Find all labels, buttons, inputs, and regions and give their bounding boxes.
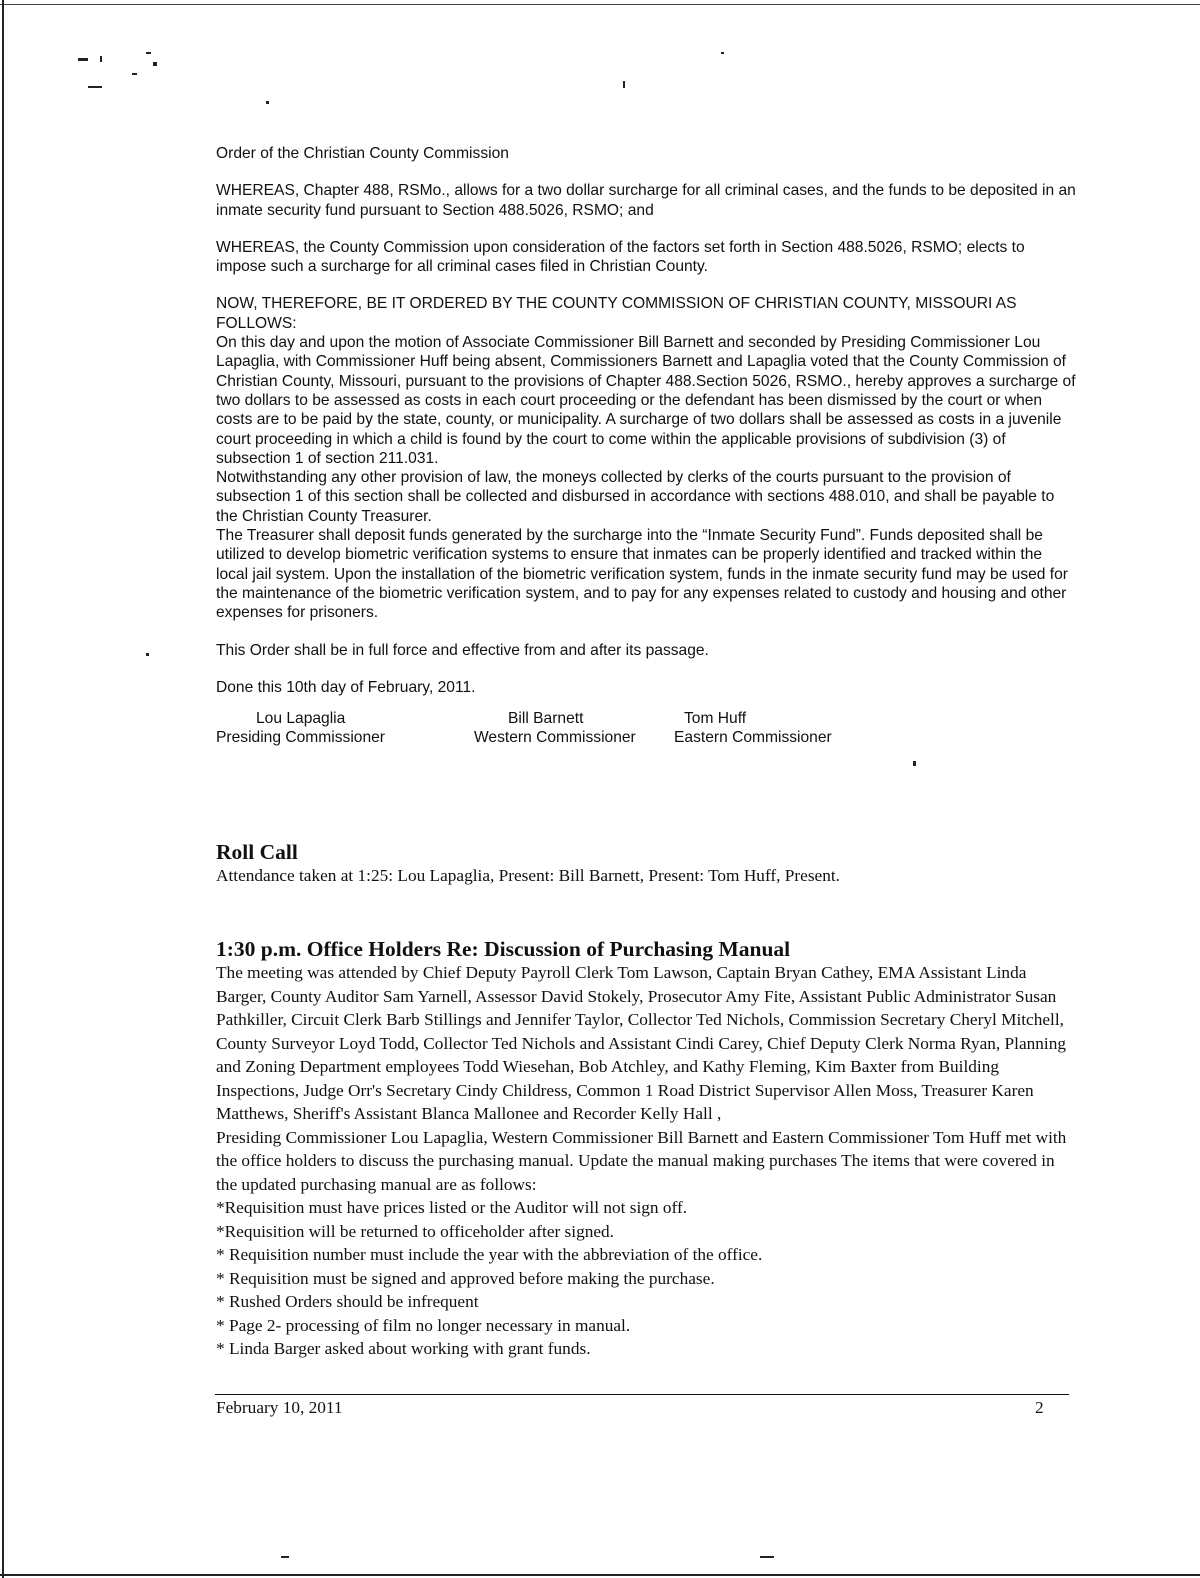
scan-speck [146,52,151,54]
signature-barnett [474,709,674,748]
scan-speck [88,86,102,88]
list-item: * Linda Barger asked about working with grant funds. [216,1339,591,1358]
list-item: * Rushed Orders should be infrequent [216,1292,479,1311]
scan-edge-bottom [0,1574,1200,1576]
signature-huff [674,709,894,748]
scan-speck [281,1556,289,1558]
signatory-name: Bill Barnett [508,710,584,728]
signatory-name: Tom Huff [684,710,747,728]
roll-call-text: Attendance taken at 1:25: Lou Lapaglia, Present: Bill Barnett, Present: Tom Huff, Present. [216,866,840,885]
signature-block [216,709,1076,748]
scan-edge-left [2,0,4,1578]
signatory-title: Western Commissioner [474,729,636,747]
footer-date: February 10, 2011 [216,1398,343,1417]
done-paragraph: Done this 10th day of February, 2011. [216,678,476,696]
whereas-paragraph-2: WHEREAS, the County Commission upon consideration of the factors set forth in Section 488.5026, RSMO; elects to impose such a surcharge for all criminal cases filed in Christian County. [216,238,1025,276]
signature-lapaglia [216,709,474,748]
scan-speck [760,1556,774,1558]
now-therefore-paragraph: NOW, THEREFORE, BE IT ORDERED BY THE COUNTY COMMISSION OF CHRISTIAN COUNTY, MISSOURI AS FOLLOWS: [216,295,1017,332]
scan-speck [623,81,625,88]
scan-speck [100,56,102,62]
manual-items-list [216,1196,1076,1361]
scan-speck [266,101,269,104]
scan-edge-top [0,4,1200,5]
list-item: *Requisition will be returned to officeholder after signed. [216,1221,615,1241]
page-number: 2 [1035,1398,1044,1417]
motion-paragraph: On this day and upon the motion of Associate Commissioner Bill Barnett and seconded by Presiding Commissioner Lou Lapaglia, with Commissioner Huff being absent, Commissioners Barnett and Lapaglia voted that the County Commission of Christian County, Missouri, pursuant to the provisions of Chapter 488.Section 5026, RSMO., hereby approves a surcharge of two dollars to be assessed as costs in each court proceeding or the defendant has been dismissed by the court or when costs are to be paid by the state, county, or municipality. A surcharge of two dollars shall be assessed as costs in a juvenile court proceeding in which a child is found by the court to come within the applicable provisions of subdivision (3) of subsection 1 of section 211.031. [216,334,1076,467]
scan-speck [721,52,724,54]
attendees-paragraph: The meeting was attended by Chief Deputy Payroll Clerk Tom Lawson, Captain Bryan Cathey, EMA Assistant Linda Barger, County Auditor Sam Yarnell, Assessor David Stokely, Prosecutor Amy Fite, Assistant Public Administrator Susan Pathkiller, Circuit Clerk Barb Stillings and Jennifer Taylor, Collector Ted Nichols, Commission Secretary Cheryl Mitchell, County Surveyor Loyd Todd, Collector Ted Nichols and Assistant Cindi Carey, Chief Deputy Clerk Norma Ryan, Planning and Zoning Department employees Todd Wiesehan, Bob Atchley, and Kathy Fleming, Kim Baxter from Building Inspections, Judge Orr's Secretary Cindy Childress, Common 1 Road District Supervisor Allen Moss, Treasurer Karen Matthews, Sheriff's Assistant Blanca Mallonee and Recorder Kelly Hall , [216,963,1066,1123]
signatory-name: Lou Lapaglia [256,710,346,728]
scan-speck [913,761,916,766]
footer-rule [215,1394,1069,1395]
effective-paragraph: This Order shall be in full force and effective from and after its passage. [216,641,709,659]
scan-speck [153,62,157,66]
scan-speck [78,58,88,61]
summary-paragraph: Presiding Commissioner Lou Lapaglia, Western Commissioner Bill Barnett and Eastern Commissioner Tom Huff met with the office holders to discuss the purchasing manual. Update the manual making purchases The items that were covered in the updated purchasing manual are as follows: [216,1127,1067,1194]
signatory-title: Eastern Commissioner [674,729,832,747]
treasurer-paragraph: The Treasurer shall deposit funds generated by the surcharge into the “Inmate Security Fund”. Funds deposited shall be utilized to develop biometric verification systems to ensure that inmates can be properly identified and tracked within the local jail system. Upon the installation of the biometric verification system, funds in the inmate security fund may be used for the maintenance of the biometric verification system, and to pay for any expenses related to custody and housing and other expenses for prisoners. [216,527,1068,622]
roll-call-section [216,840,1076,888]
commission-order [216,144,1076,748]
roll-call-heading: Roll Call [216,840,298,864]
list-item: * Requisition number must include the year with the abbreviation of the office. [216,1245,763,1264]
notwithstanding-paragraph: Notwithstanding any other provision of law, the moneys collected by clerks of the courts pursuant to the provision of subsection 1 of this section shall be collected and disbursed in accordance with sections 488.010, and shall be payable to the Christian County Treasurer. [216,469,1055,525]
scan-speck [146,653,149,656]
list-item: *Requisition must have prices listed or the Auditor will not sign off. [216,1198,688,1217]
list-item: * Page 2- processing of film no longer necessary in manual. [216,1315,631,1335]
purchasing-heading: 1:30 p.m. Office Holders Re: Discussion of Purchasing Manual [216,937,791,961]
list-item: * Requisition must be signed and approved before making the purchase. [216,1268,715,1288]
order-title: Order of the Christian County Commission [216,145,509,162]
purchasing-manual-section [216,937,1076,1361]
scan-speck [132,73,137,75]
whereas-paragraph-1: WHEREAS, Chapter 488, RSMo., allows for a two dollar surcharge for all criminal cases, and the funds to be deposited in an inmate security fund pursuant to Section 488.5026, RSMO; and [216,182,1076,219]
signatory-title: Presiding Commissioner [216,729,385,747]
